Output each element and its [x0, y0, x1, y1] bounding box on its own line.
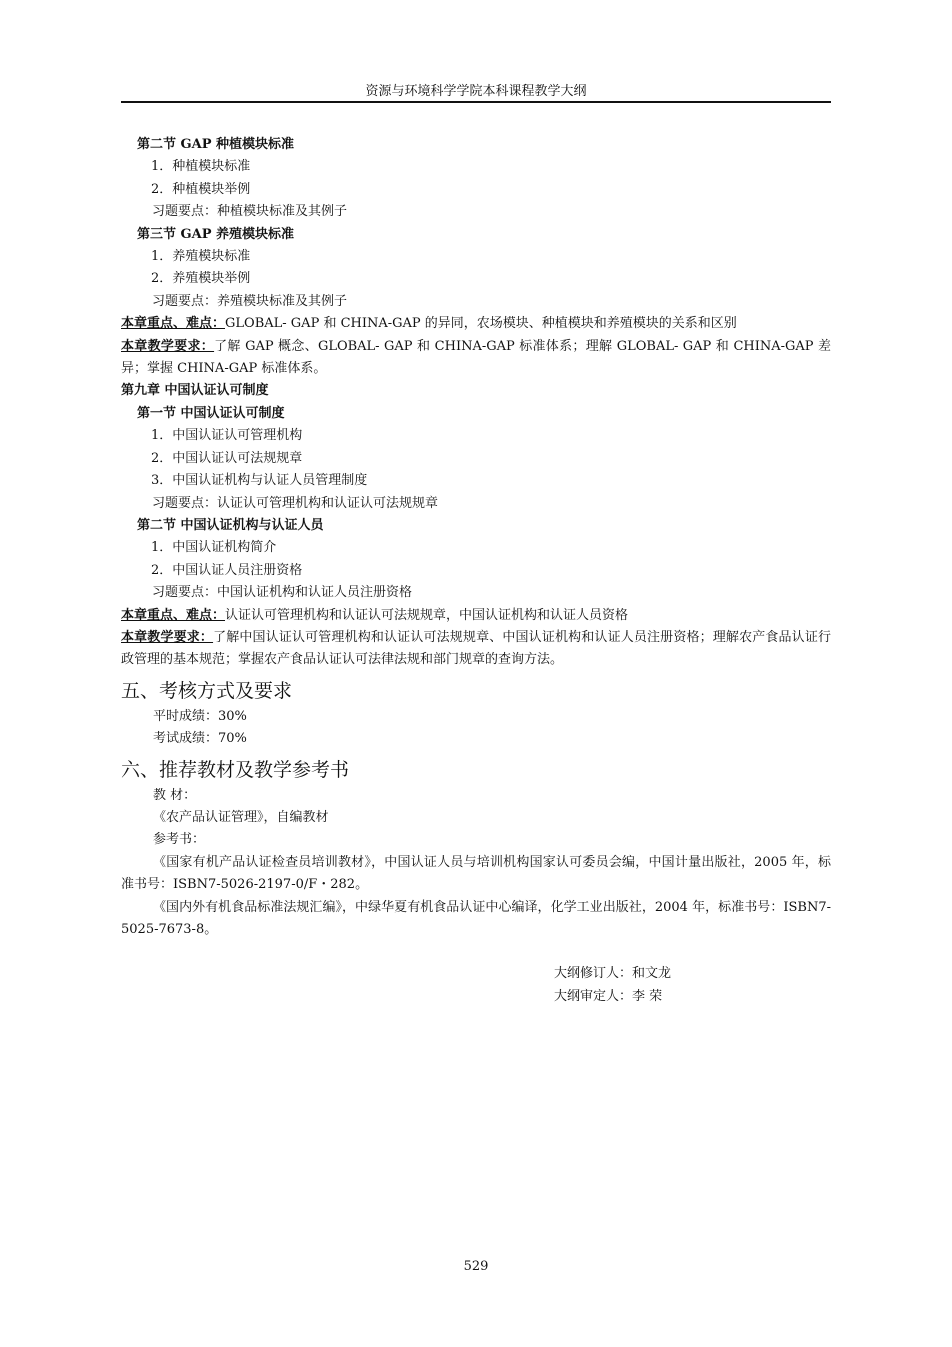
- chapter-requirements: [121, 336, 831, 381]
- assessment-line: 平时成绩：30%: [153, 708, 247, 724]
- exercise-note: 习题要点：养殖模块标准及其例子: [152, 293, 348, 309]
- reference-label: 参考书：: [153, 832, 206, 848]
- textbook-entry: 《农产品认证管理》，自编教材: [153, 809, 329, 825]
- key-points-label: 本章重点、难点：: [121, 607, 226, 623]
- list-item: 1．养殖模块标准: [151, 249, 251, 265]
- reviewer-signature: 大纲审定人：李 荣: [554, 988, 663, 1004]
- books-heading: 六、推荐教材及教学参考书: [121, 758, 350, 781]
- chapter-key-points: [121, 313, 831, 335]
- header-divider: [121, 101, 831, 103]
- chapter-requirements: [121, 627, 831, 672]
- chapter-key-points: [121, 605, 831, 627]
- exercise-note: 习题要点：中国认证机构和认证人员注册资格: [152, 585, 413, 601]
- requirements-text: 了解中国认证认可管理机构和认证认可法规规章、中国认证机构和认证人员注册资格；理解农产食品认证行政管理的基本规范；掌握农产食品认证认可法律法规和部门规章的查询方法。: [121, 629, 831, 668]
- chapter-title: 第九章 中国认证认可制度: [121, 383, 269, 399]
- section-title: 第一节 中国认证认可制度: [137, 405, 285, 421]
- exercise-note: 习题要点：种植模块标准及其例子: [152, 204, 348, 220]
- section-title: 第三节 GAP 养殖模块标准: [137, 226, 295, 242]
- section-title: 第二节 GAP 种植模块标准: [137, 137, 295, 152]
- list-item: 2．种植模块举例: [151, 181, 251, 197]
- requirements-label: 本章教学要求：: [121, 629, 214, 645]
- list-item: 1．中国认证认可管理机构: [151, 428, 303, 444]
- reviser-signature: 大纲修订人：和文龙: [554, 966, 672, 982]
- requirements-label: 本章教学要求：: [121, 338, 215, 354]
- assessment-line: 考试成绩：70%: [153, 731, 247, 747]
- list-item: 2．养殖模块举例: [151, 271, 251, 287]
- requirements-text: 了解 GAP 概念、GLOBAL- GAP 和 CHINA-GAP 标准体系；理解 GLOBAL- GAP 和 CHINA-GAP 差异；掌握 CHINA-GAP 标准体系。: [121, 338, 831, 377]
- list-item: 1．种植模块标准: [151, 159, 251, 175]
- reference-entry: 《国内外有机食品标准法规汇编》，中绿华夏有机食品认证中心编译，化学工业出版社，2004 年，标准书号：ISBN7-5025-7673-8。: [121, 899, 831, 937]
- reference-entry: 《国家有机产品认证检查员培训教材》，中国认证人员与培训机构国家认可委员会编，中国计量出版社，2005 年，标准书号：ISBN7-5026-2197-0/F・282。: [121, 854, 831, 893]
- page-header-title: 资源与环境科学学院本科课程教学大纲: [365, 84, 587, 99]
- assessment-heading: 五、考核方式及要求: [121, 679, 293, 702]
- list-item: 1．中国认证机构简介: [151, 540, 277, 556]
- exercise-note: 习题要点：认证认可管理机构和认证认可法规规章: [152, 495, 439, 511]
- spacer: [121, 941, 831, 963]
- document-body: [121, 134, 831, 1008]
- list-item: 2．中国认证认可法规规章: [151, 450, 303, 466]
- key-points-text: 认证认可管理机构和认证认可法规规章，中国认证机构和认证人员资格: [225, 607, 629, 623]
- list-item: 2．中国认证人员注册资格: [151, 562, 303, 578]
- key-points-label: 本章重点、难点：: [121, 316, 226, 332]
- textbook-label: 教 材：: [153, 787, 197, 803]
- page-number: 529: [463, 1259, 489, 1274]
- section-title: 第二节 中国认证机构与认证人员: [137, 517, 324, 533]
- list-item: 3．中国认证机构与认证人员管理制度: [151, 473, 368, 489]
- key-points-text: GLOBAL- GAP 和 CHINA-GAP 的异同，农场模块、种植模块和养殖模块的关系和区别: [225, 316, 737, 332]
